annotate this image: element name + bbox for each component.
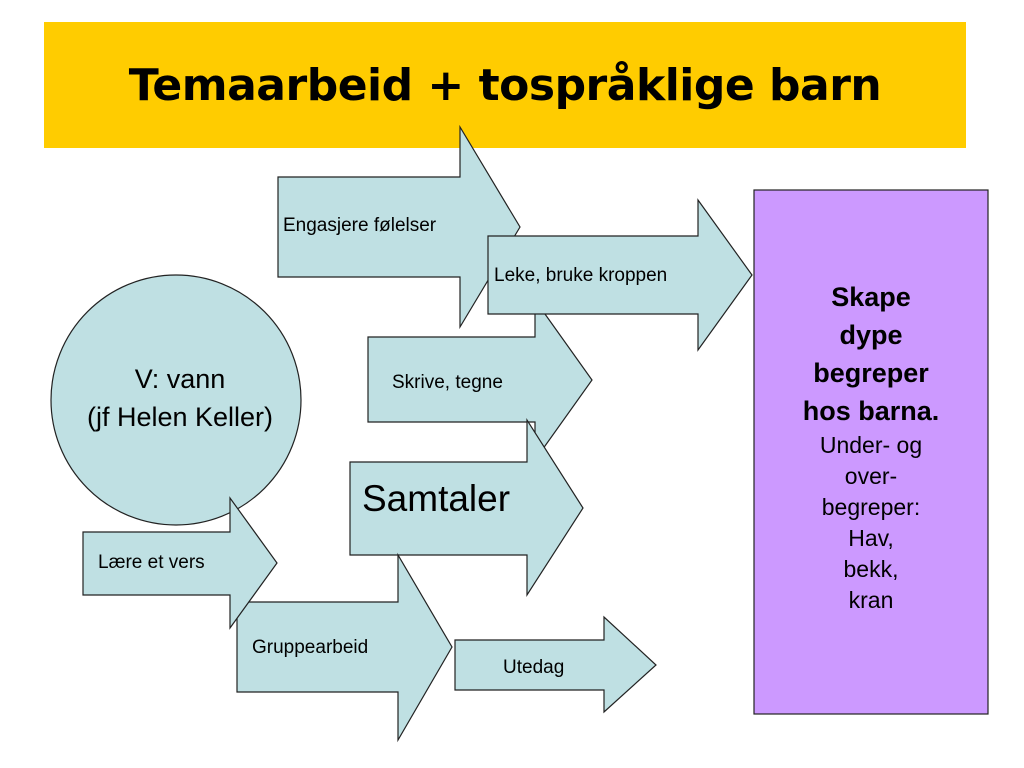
result-heading-line: hos barna. [802,396,940,426]
result-heading-line: Skape [831,282,911,312]
result-body-line: over- [844,463,898,489]
result-heading-line: dype [839,320,903,350]
result-body-line: begreper: [821,494,921,520]
label-utedag: Utedag [503,657,565,678]
label-gruppe: Gruppearbeid [252,637,369,658]
center-node-text [50,360,310,436]
result-heading-line: begreper [813,358,929,388]
result-body-line: Hav, [848,525,894,551]
slide-title: Temaarbeid + tospråklige barn [128,59,882,111]
result-body-line: Under- og [819,432,923,458]
result-body-line: kran [848,587,894,613]
result-box-text [754,278,988,616]
label-skrive: Skrive, tegne [392,372,503,393]
label-leke: Leke, bruke kroppen [494,265,668,286]
result-heading [754,278,988,430]
result-body-line: bekk, [843,556,899,582]
result-body [754,430,988,616]
label-laere: Lære et vers [98,552,205,573]
label-engasjere: Engasjere følelser [283,215,437,236]
center-node-line2: (jf Helen Keller) [86,402,274,432]
center-node-line1: V: vann [134,364,226,394]
label-samtaler: Samtaler [362,478,511,519]
